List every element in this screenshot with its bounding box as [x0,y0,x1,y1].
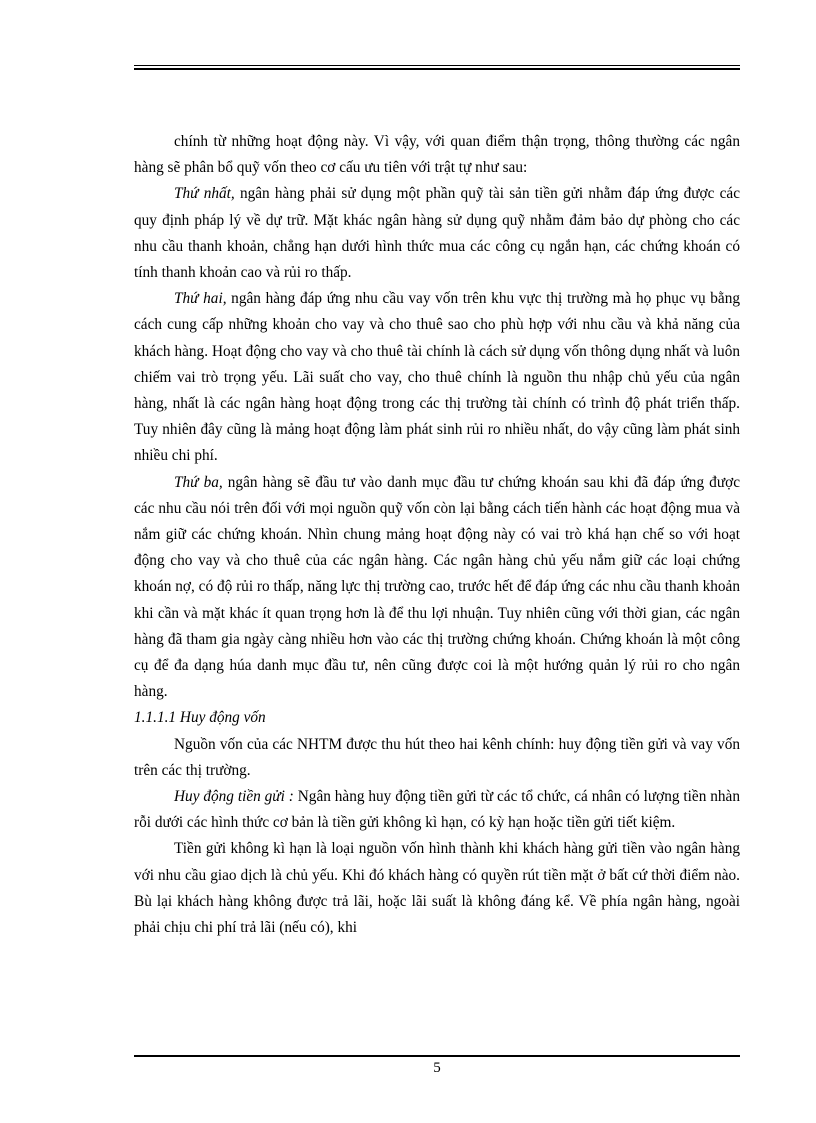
header-rule [134,65,740,70]
footer-rule [134,1055,740,1057]
paragraph-text: ngân hàng sẽ đầu tư vào danh mục đầu tư chứng khoán sau khi đã đáp ứng được các nhu cầu nói trên đối với mọi nguồn quỹ vốn còn lại bằng cách tiến hành các hoạt động mua và nắm giữ các chứng khoán. Nhìn chung mảng hoạt động này có vai trò khá hạn chế so với hoạt động cho vay và cho thuê của các ngân hàng. Các ngân hàng chủ yếu nắm giữ các loại chứng khoán nợ, có độ rủi ro thấp, năng lực thị trường cao, trước hết để đáp ứng các nhu cầu thanh khoản khi cần và mặt khác ít quan trọng hơn là để thu lợi nhuận. Tuy nhiên cũng với thời gian, các ngân hàng đã tham gia ngày càng nhiều hơn vào các thị trường chứng khoán. Chứng khoán là một công cụ để đa dạng húa danh mục đầu tư, nên cũng được coi là một hướng quản lý rủi ro cho ngân hàng. [134,473,740,701]
paragraph-lead: Thứ ba, [174,473,223,491]
page-number: 5 [433,1060,441,1076]
paragraph-text: chính từ những hoạt động này. Vì vậy, với quan điểm thận trọng, thông thường các ngân hàng sẽ phân bổ quỹ vốn theo cơ cấu ưu tiên với trật tự như sau: [134,133,740,177]
paragraph-text: ngân hàng phải sử dụng một phần quỹ tài sản tiền gửi nhằm đáp ứng được các quy định pháp lý về dự trữ. Mặt khác ngân hàng sử dụng quỹ nhằm đảm bảo dự phòng cho các nhu cầu thanh khoản, chẳng hạn dưới hình thức mua các công cụ ngắn hạn, các chứng khoán có tính thanh khoản cao và rủi ro thấp. [134,185,740,282]
paragraph-huy-dong-tien-gui [134,784,740,836]
paragraph-thu-ba [134,470,740,706]
section-heading [134,705,740,731]
paragraph-lead: Huy động tiền gửi : [174,788,294,806]
paragraph-text: ngân hàng đáp ứng nhu cầu vay vốn trên khu vực thị trường mà họ phục vụ bằng cách cung cấp những khoản cho vay và cho thuê sao cho phù hợp với nhu cầu và khả năng của khách hàng. Hoạt động cho vay và cho thuê tài chính là cách sử dụng vốn thông dụng nhất và luôn chiếm vai trò trọng yếu. Lãi suất cho vay, cho thuê chính là nguồn thu nhập chủ yếu của ngân hàng, nhất là các ngân hàng hoạt động trong các thị trường tài chính có trình độ phát triển thấp. Tuy nhiên đây cũng là mảng hoạt động làm phát sinh rủi ro nhiều nhất, do vậy cũng làm phát sinh nhiều chi phí. [134,290,740,465]
paragraph-text: Ngân hàng huy động tiền gửi từ các tổ chức, cá nhân có lượng tiền nhàn rỗi dưới các hình thức cơ bản là tiền gửi không kì hạn, có kỳ hạn hoặc tiền gửi tiết kiệm. [134,788,740,832]
paragraph-thu-hai [134,286,740,469]
paragraph-nguon-von [134,732,740,784]
paragraph-lead: Thứ hai, [174,290,227,308]
document-body [134,129,740,941]
paragraph-lead: Thứ nhất, [174,185,235,203]
paragraph-text: Nguồn vốn của các NHTM được thu hút theo hai kênh chính: huy động tiền gửi và vay vốn trên các thị trường. [134,735,740,779]
paragraph-text: Tiền gửi không kì hạn là loại nguồn vốn hình thành khi khách hàng gửi tiền vào ngân hàng với nhu cầu giao dịch là chủ yếu. Khi đó khách hàng có quyền rút tiền mặt ở bất cứ thời điểm nào. Bù lại khách hàng không được trả lãi, hoặc lãi suất là không đáng kể. Về phía ngân hàng, ngoài phải chịu chi phí trả lãi (nếu có), khi [134,840,740,937]
section-heading-text: 1.1.1.1 Huy động vốn [134,709,266,727]
paragraph-tien-gui-khong-ki-han [134,836,740,941]
paragraph-thu-nhat [134,181,740,286]
paragraph-continuation [134,129,740,181]
